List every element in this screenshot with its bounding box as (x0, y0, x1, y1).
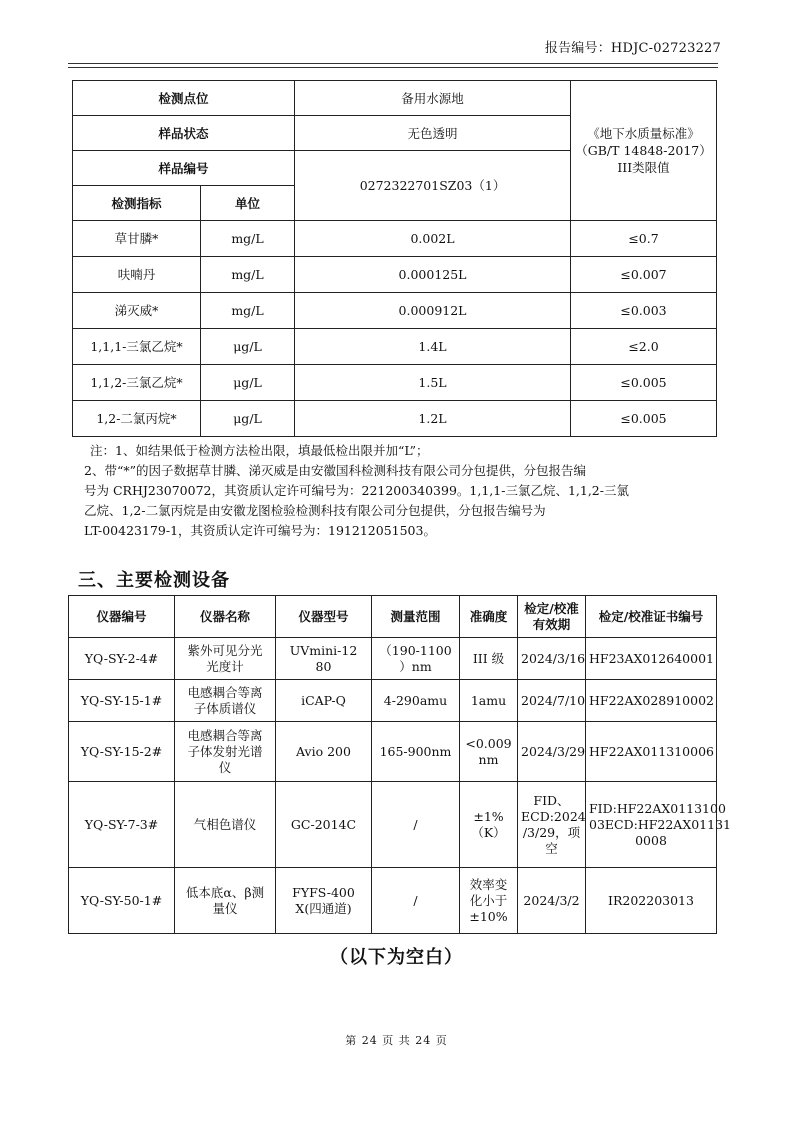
table-row (73, 401, 717, 437)
note-line-4: 乙烷、1,2-二氯丙烷是由安徽龙图检验检测科技有限公司分包提供，分包报告编号为 (84, 503, 546, 518)
indicator-unit: μg/L (201, 329, 295, 365)
table-cell: 2024/3/2 (518, 868, 586, 934)
indicator-value: 1.2L (295, 401, 571, 437)
note-line-2: 2、带“*”的因子数据草甘膦、涕灭威是由安徽国科检测科技有限公司分包提供，分包报告编 (84, 463, 586, 478)
indicator-limit: ≤0.005 (571, 401, 717, 437)
indicator-value: 1.4L (295, 329, 571, 365)
state-label: 样品状态 (73, 116, 295, 151)
table-cell: 电感耦合等离 子体质谱仪 (175, 680, 276, 722)
table-cell: UVmini-12 80 (276, 638, 372, 680)
table-cell: HF22AX011310006 (586, 722, 717, 782)
sample-no-value: 0272322701SZ03（1） (295, 151, 571, 221)
indicator-name: 1,2-二氯丙烷* (73, 401, 201, 437)
table-cell: HF22AX028910002 (586, 680, 717, 722)
table-row (73, 257, 717, 293)
table-cell: 紫外可见分光 光度计 (175, 638, 276, 680)
indicator-name: 草甘膦* (73, 221, 201, 257)
indicator-limit: ≤0.007 (571, 257, 717, 293)
indicator-name: 1,1,2-三氯乙烷* (73, 365, 201, 401)
standard-line-1: 《地下水质量标准》 (587, 126, 700, 141)
table-row (69, 638, 717, 680)
table-cell: FID:HF22AX0113100 03ECD:HF22AX01131 0008 (586, 782, 717, 868)
table-cell: 4-290amu (372, 680, 460, 722)
note-line-3: 号为 CRHJ23070072，其资质认定许可编号为：221200340399。1,1,1-三氯乙烷、1,1,2-三氯 (84, 483, 629, 498)
indicator-unit: mg/L (201, 257, 295, 293)
table-cell: YQ-SY-15-2# (69, 722, 175, 782)
report-number: 报告编号：HDJC-02723227 (544, 41, 721, 56)
sample-no-label: 样品编号 (73, 151, 295, 186)
table-cell: HF23AX012640001 (586, 638, 717, 680)
table-cell: YQ-SY-7-3# (69, 782, 175, 868)
table-row (73, 221, 717, 257)
table-cell: 气相色谱仪 (175, 782, 276, 868)
table-cell: FYFS-400 X(四通道) (276, 868, 372, 934)
indicator-unit: mg/L (201, 221, 295, 257)
indicator-value: 0.000912L (295, 293, 571, 329)
unit-label: 单位 (201, 186, 295, 221)
table-cell: 1amu (460, 680, 518, 722)
indicator-name: 呋喃丹 (73, 257, 201, 293)
indicator-unit: μg/L (201, 401, 295, 437)
table-row (73, 329, 717, 365)
equipment-body (69, 638, 731, 934)
table-cell: IR202203013 (586, 868, 717, 934)
results-table (72, 80, 717, 437)
point-value: 备用水源地 (295, 81, 571, 116)
column-header: 仪器编号 (69, 596, 175, 638)
indicator-value: 0.000125L (295, 257, 571, 293)
page-footer: 第 24 页 共 24 页 (345, 1034, 448, 1047)
table-cell: 2024/3/16 (518, 638, 586, 680)
table-row (69, 782, 717, 868)
table-cell: / (372, 782, 460, 868)
table-cell: <0.009 nm (460, 722, 518, 782)
table-cell: （190-1100 ）nm (372, 638, 460, 680)
table-row (73, 293, 717, 329)
table-row (69, 680, 717, 722)
table-cell: FID、 ECD:2024 /3/29，项 空 (518, 782, 586, 868)
table-cell: iCAP-Q (276, 680, 372, 722)
table-cell: III 级 (460, 638, 518, 680)
indicator-name: 涕灭威* (73, 293, 201, 329)
column-header: 检定/校准 有效期 (518, 596, 586, 638)
table-cell: Avio 200 (276, 722, 372, 782)
column-header: 准确度 (460, 596, 518, 638)
indicator-label: 检测指标 (73, 186, 201, 221)
note-line-5: LT-00423179-1，其资质认定许可编号为：191212051503。 (84, 523, 436, 538)
indicator-value: 0.002L (295, 221, 571, 257)
point-label: 检测点位 (73, 81, 295, 116)
equipment-header-row (69, 596, 717, 638)
standard-line-3: III类限值 (617, 160, 670, 175)
indicator-name: 1,1,1-三氯乙烷* (73, 329, 201, 365)
table-cell: 165-900nm (372, 722, 460, 782)
table-cell: YQ-SY-15-1# (69, 680, 175, 722)
standard-cell (571, 81, 717, 221)
table-cell: / (372, 868, 460, 934)
indicator-limit: ≤2.0 (571, 329, 717, 365)
table-row (69, 722, 717, 782)
table-cell: 2024/7/10 (518, 680, 586, 722)
indicator-limit: ≤0.005 (571, 365, 717, 401)
indicator-limit: ≤0.003 (571, 293, 717, 329)
table-cell: 效率变 化小于 ±10% (460, 868, 518, 934)
note-line-1: 注：1、如结果低于检测方法检出限，填最低检出限并加“L”； (90, 443, 429, 458)
equipment-table (68, 595, 731, 934)
table-cell: GC-2014C (276, 782, 372, 868)
table-cell: 低本底α、β测 量仪 (175, 868, 276, 934)
header-rule-bottom (68, 67, 718, 68)
notes (84, 441, 714, 541)
column-header: 仪器型号 (276, 596, 372, 638)
state-value: 无色透明 (295, 116, 571, 151)
column-header: 检定/校准证书编号 (586, 596, 717, 638)
indicator-unit: μg/L (201, 365, 295, 401)
table-cell: 电感耦合等离 子体发射光谱 仪 (175, 722, 276, 782)
table-cell: ±1% （K） (460, 782, 518, 868)
indicator-unit: mg/L (201, 293, 295, 329)
section-title: 三、主要检测设备 (78, 570, 230, 591)
table-row (69, 868, 717, 934)
header-rule-top (68, 63, 718, 64)
table-row (73, 365, 717, 401)
table-cell: YQ-SY-2-4# (69, 638, 175, 680)
indicator-limit: ≤0.7 (571, 221, 717, 257)
table-cell: YQ-SY-50-1# (69, 868, 175, 934)
column-header: 仪器名称 (175, 596, 276, 638)
indicator-value: 1.5L (295, 365, 571, 401)
table-cell: 2024/3/29 (518, 722, 586, 782)
blank-note: （以下为空白） (330, 947, 463, 968)
standard-line-2: （GB/T 14848-2017） (575, 143, 712, 158)
column-header: 测量范围 (372, 596, 460, 638)
